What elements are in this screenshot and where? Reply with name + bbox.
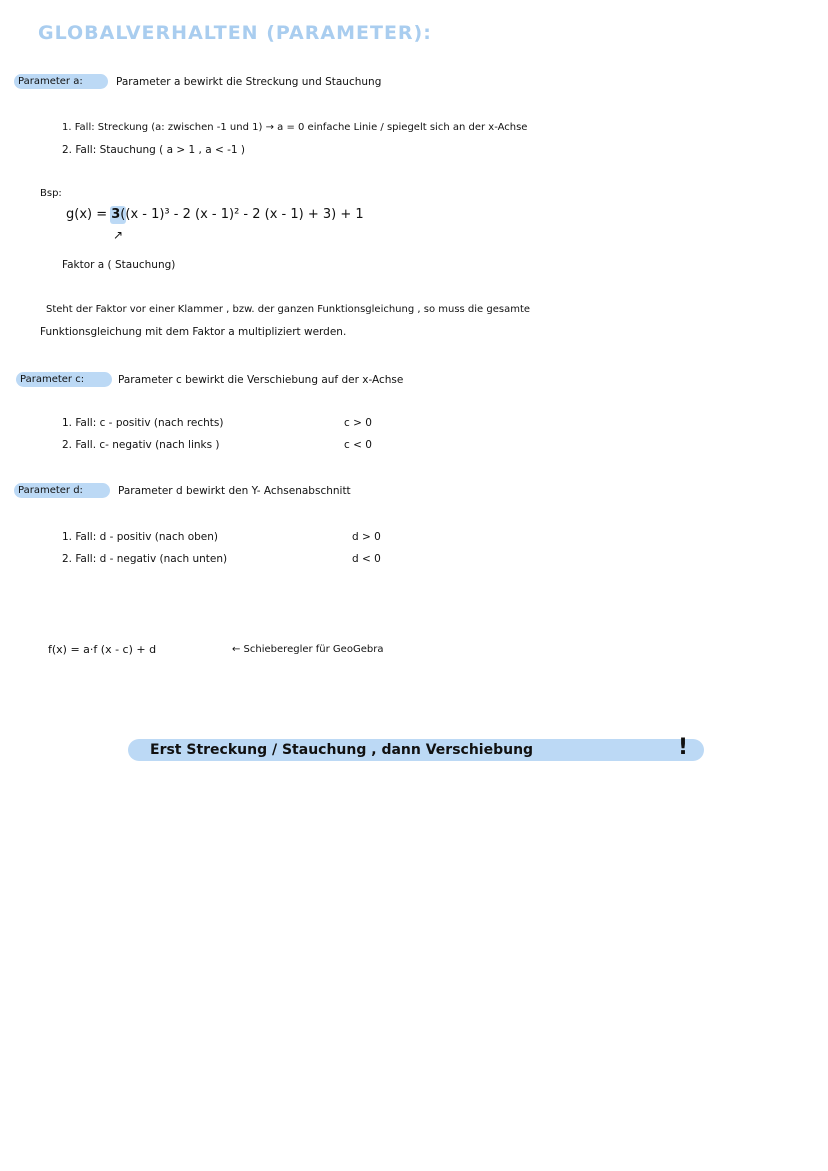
param-a-label: Parameter a: <box>18 76 83 87</box>
param-a-case-1: 1. Fall: Streckung (a: zwischen -1 und 1) → a = 0 einfache Linie / spiegelt sich an der x-Achse <box>62 122 528 133</box>
example-factor: 3 <box>111 207 121 222</box>
param-c-intro: Parameter c bewirkt die Verschiebung auf der x-Achse <box>118 374 404 386</box>
formula-note: ← Schieberegler für GeoGebra <box>232 644 384 655</box>
param-c-label: Parameter c: <box>20 374 85 385</box>
factor-note: Faktor a ( Stauchung) <box>62 259 176 271</box>
param-d-case-1-condition: d > 0 <box>352 531 381 543</box>
exclamation-mark: ! <box>678 735 689 760</box>
param-c-case-2-condition: c < 0 <box>344 439 372 451</box>
general-formula: f(x) = a·f (x - c) + d <box>48 643 157 656</box>
summary-text: Erst Streckung / Stauchung , dann Verschiebung <box>150 742 534 758</box>
explanation-line-2: Funktionsgleichung mit dem Faktor a multipliziert werden. <box>40 326 347 338</box>
param-d-case-1: 1. Fall: d - positiv (nach oben) <box>62 531 219 543</box>
param-c-case-2: 2. Fall. c- negativ (nach links ) <box>62 439 220 451</box>
explanation-line-1: Steht der Faktor vor einer Klammer , bzw. der ganzen Funktionsgleichung , so muss die gesamte <box>46 304 531 315</box>
example-label: Bsp: <box>40 188 62 199</box>
param-d-case-2: 2. Fall: d - negativ (nach unten) <box>62 553 228 565</box>
example-prefix: g(x) = <box>66 207 112 222</box>
param-c-case-1-condition: c > 0 <box>344 417 372 429</box>
param-a-intro: Parameter a bewirkt die Streckung und Stauchung <box>116 76 382 88</box>
param-d-intro: Parameter d bewirkt den Y- Achsenabschnitt <box>118 485 351 497</box>
param-a-case-2: 2. Fall: Stauchung ( a > 1 , a < -1 ) <box>62 144 246 156</box>
param-d-case-2-condition: d < 0 <box>352 553 381 565</box>
page-title: GLOBALVERHALTEN (PARAMETER): <box>38 22 432 44</box>
param-d-label: Parameter d: <box>18 485 83 496</box>
example-equation <box>66 207 364 223</box>
param-c-case-1: 1. Fall: c - positiv (nach rechts) <box>62 417 224 429</box>
arrow-up-icon: ↗ <box>113 228 124 242</box>
example-rest: ((x - 1)³ - 2 (x - 1)² - 2 (x - 1) + 3) + 1 <box>120 207 364 222</box>
